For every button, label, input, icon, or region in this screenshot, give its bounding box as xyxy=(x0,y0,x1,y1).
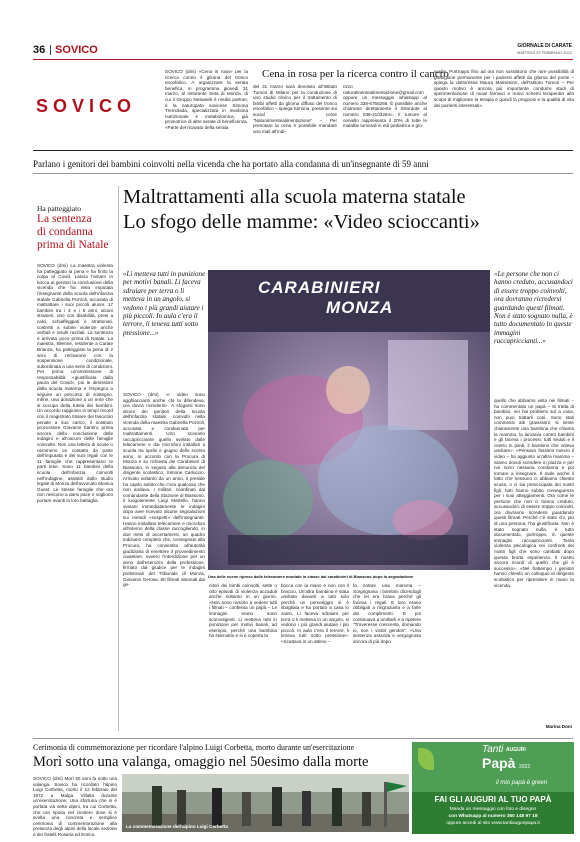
ad-brand-1: Tanti xyxy=(482,744,504,755)
top-story-col1: SOVICO (dmi) «Cena in rosa» per la ricerca contro il glioma del tronco encefalico. A organizzare la serata benefica, in programma giovedì 31 marzo, al ristorante Seta di Monza, di cui il Gruppo Nesweek è media partner, è la naturopata sovicese Simona Tremolada, specializzata in medicina nutrizionale e metabolomica, già promotrice di altre serate di beneficenza. «Parte del ricavato della serata xyxy=(165,69,248,130)
sidebar-body: SOVICO (dmi) La maestra violenta ha patteggiato la pena e ha finito la colpa al Covid. Lascia l'amaro in bocca ai genitori la conclusione della vicenda che ha visto imputata l'insegnante della scuola dell'infanzia statale Gabriella Pozzoli, accusata di maltrattare i suoi piccoli alunni. 17 bambini tra i 3 e i 5 anni, alcuni stranieri, uno con disabilità, presi a calci, schiaffeggiati e strattonati, costretti a subire violenze anche verbali e insulti razziali. La sentenza è arrivata poco prima di Natale. La maestra, 59enne, residente a Carate Brianza, ha patteggiato la pena di 2 anni di reclusione con la sospensione condizionale, subordinata a una serie di condizioni. Per prima un'ammissione di responsabilità «giustificata dalla paura del Covid», poi le dimissioni dalla scuola materna e l'impegno a seguire un percorso di sostegno. Infine, una donazione a un ente che si occupa della tutela dei bambini. Un accordo raggiunto in tempi record con il magistrato titolare del fascicolo penale a suo carico, il sostituto procuratore Giovanni Santini, prima ancora della conclusione delle indagini e all'oscuro delle famiglie coinvolte. Non una lettera di scuse o nemmeno un contatto da parte dell'imputata e dei suoi legali con le 11 famiglie che rappresentano le parti lese. Sono 11 bambini della scuola dell'infanzia coinvolti nell'indagine, assistiti dallo studio legale di Monza dell'avvocato Monica Guest. Le stesse famiglie che ora non riescono a darsi pace e vogliono portare avanti la loro battaglia. xyxy=(37,263,113,503)
top-story-col4: vanile. Purtroppo fino ad ora non sussistono che rare possibilità di guarigione permanente per i pazienti affetti da glioma del ponte – spiega la dottoressa Maura Massimino, dell'Istituto Tumori – Per questo motivo è ancora più importante condurre studi di sperimentazione di nuovi farmaci e nuovi schemi terapeutici allo scopo di migliorare la terapia e quindi la prognosi e la qualità di vita dei pazienti interessati». xyxy=(434,69,574,108)
top-story-headline: Cena in rosa per la ricerca contro il cancro xyxy=(262,68,449,80)
photo-caption: Una delle scene riprese dalle telecamere montate in classe dai carabinieri di Biassono dopo la segnalazione xyxy=(208,574,414,579)
ad-brand-year: 2022 xyxy=(519,764,531,770)
main-kicker: Parlano i genitori dei bambini coinvolti nella vicenda che ha portato alla condanna di un'insegnante di 59 anni xyxy=(33,159,429,169)
page-number: 36 xyxy=(33,44,46,56)
ad-cta[interactable]: FAI GLI AUGURI AL TUO PAPÀ xyxy=(434,795,552,804)
sidebar-title-line-1: La sentenza xyxy=(37,213,92,225)
pull-quote-left: «Li metteva tutti in punizione per motivi banali. Li faceva sdraiare per terra o li metteva in un angolo, si vedono i più grandi aiutare i più piccoli. In aula c'era il terrore, li teneva tutti sotto pressione...» xyxy=(123,270,206,337)
sidebar-box xyxy=(33,180,117,735)
photo-watermark-1: CARABINIERI xyxy=(258,278,381,297)
main-headline-line-2: Lo sfogo delle mamme: «Video scioccanti» xyxy=(123,211,480,233)
top-story-col3: rizzo naturalmentealimentazione@gmail.com oppure un messaggio whatsapp al numero 338-6755266. È possibile anche chiamare direttamente il ristorante al numero 039-2103264». Il tumore al cervello rappresenta il 20% di tutte le malattie tumorali in età pediatrica e gio- xyxy=(343,84,427,129)
pull-quote-right: «Le persone che non ci hanno creduto, accusandoci di essere troppo coinvolti, ora dovranno ricredersi guardando questi filmati. Non è stato sognato nulla, è tutto documentato in queste immagini raccapriccianti...» xyxy=(494,270,573,346)
kicker-rule xyxy=(33,173,573,174)
ad-info-3[interactable]: oppure accedi al sito www.tantiauguripapa.it xyxy=(446,821,540,826)
sidebar-kicker: Ha patteggiato xyxy=(37,204,81,213)
main-headline-line-1: Maltrattamenti alla scuola materna statale xyxy=(123,186,466,208)
ad-slogan: il mio papà è green xyxy=(496,780,548,786)
article-col-e: quello che abbiamo visto nei filmati – ha commentato un papà – Si tratta di bambini, nei hai problemi sul a casa, non puoi trattarli così. Sono stati commessi atti gravissimi: si sente chiaramente una bambina che chiama la mamma, la lanciava contro bambini e gli faceva i processi: tutti seduti e il centro in piedi, il bambino che voleva umiliare». «Pensavo fossimo menzo il video – ha aggiunto un'altra mamma – Siamo dovuti scendere in piazza e per noi sono nessuna condanna e poi tornare a insegnare. Il male anche il fatto che nessuno ci abbiamo chiesto scusa, o ci sia preoccupata dei nostri figli, tutti hanno subito conseguenze per i suoi atteggiamenti. Ora come le persone che non ci hanno creduto, accusandoci di essere troppo coinvolti, ora dovranno ricredersi guardando questi filmati. Perché c'è stato chi, più di una persona, l'ha giustificata. Non è stato sognato nulla, è tutto documentato, purtroppo, in queste immagini raccapriccianti. Tanta violenza psicologica nei confronti dei nostri figli che sono cambiati dopo questa brutta esperienza. Il nostro ancora ricordi di quello che gli è successo». «Nel frattempo i genitori hanno chiesto un colloquio al dirigente scolastico per riprendere in mano la vicenda. xyxy=(494,398,574,588)
ad-brand-2: AUGURI xyxy=(506,747,526,753)
article-col-b: nitori dei bimbi coinvolti, sette o otto episodi di violenza accaduti anche soltanto in un giorno. «Non sono riuscito a vedere tutti i filmati – confessa un papà – Le immagini erano sono sconvolgenti. Li metteva tutti in punizione per motivi banali, ad esempio, perché una bambina ha starnutito e si è coperta la xyxy=(209,583,277,639)
article-col-d: fa notare una mamma – Sorgrignava i bambini dicendogli che lei era brava perché gli faceva i regali. E loro erano obbligati a ringraziarla e a farle dei complimenti. E poi continuava a umiliarli e a ripetere "Troveresse crescente, domando io, non i vostri genitori". «Una sentenza assurda e vergognosa ancora di più dopo xyxy=(353,583,421,644)
main-photo xyxy=(208,270,490,570)
header-divider xyxy=(50,45,51,55)
ad-info-1: Manda un messaggio con foto e disegno xyxy=(449,807,537,812)
article-col-c: bocca con la mano e non con il braccio. Un'altra bambina è stata umiliata davanti a tutti solo perché un pomeriggio si è sbagliata e ha portato a casa lo zaino. Li faceva sdraiare per terra o li metteva in un angolo, si vedono i più grandi aiutare i più piccoli. In aula c'era il terrore, li teneva tutti sotto pressione». «Scattava in un attimo – xyxy=(281,583,349,644)
top-story-rule xyxy=(33,150,573,151)
issue-date: MARTEDÌ 22 FEBBRAIO 2022 xyxy=(517,50,572,55)
top-story-col2: del 31 marzo sarà devoluto all'Istituto Tumori di Milano per la conduzione di uno studio clinico per il trattamento di bimbi affetti da glioma diffuso del tronco encefalico – spiega Simona, presente sui social come "Naturalmentealimentazione" – Per prenotare la cena è possibile mandare una mail all'indi- xyxy=(253,84,337,134)
main-bottom-rule xyxy=(33,738,573,739)
sidebar-divider xyxy=(118,186,119,731)
section-label: SOVICO xyxy=(55,44,98,56)
ad-brand-3: Papà xyxy=(482,755,516,771)
page-header xyxy=(0,42,580,58)
bottom-photo xyxy=(122,774,409,832)
section-big-title: SOVICO xyxy=(36,96,137,116)
ad-box[interactable] xyxy=(412,742,574,834)
ad-info-2: con Whatsapp al numero 350 148 97 18 xyxy=(448,814,538,819)
bottom-kicker: Cerimonia di commemorazione per ricordare l'alpino Luigi Corbetta, morto durante un'esercitazione xyxy=(33,743,355,752)
bottom-text: SOVICO (dmi) Morì 50 anni fa sotto una valanga. Sovico ha ricordato l'alpino Luigi Corbetta, morto il 12 febbraio del 1972 a Malga Villalta durante un'esercitazione. Una sfortuna che si è portata via sette alpini, tra cui Corbetta, che ora riposa nel cimitero dove si è svolta una concreta e semplice cerimonia di commemorazione alla presenza degli alpini della locale sezione e dei fratelli Rosaria ed Enrico. xyxy=(33,776,117,837)
photo-watermark-2: MONZA xyxy=(326,298,394,317)
article-col-a: SOVICO (dmi) «I video sono agghiaccianti anche chi la difendeva, ora dovrà ricredersi». A sfogarsi sono alcuni dei genitori della scuola dell'infanzia statale, coinvolti nella vicenda della maestra Gabriella Pozzoli, accusata e condannata per maltrattamenti. Uno scenario raccapricciante quello svelato dalle telecamere e dai microfoni installati a scuola tra aprile e giugno dello scorso anno, in accordo con la Procura di Monza e su richiesta dei Carabinieri di Biassono, in seguito alla denuncia del dirigente scolastico, Simone Carluccio. Arrivato soltanto da un anno, il preside ha capito subito che c'era qualcosa che non andava. I militari, coordinati dal comandante della Stazione di Biassono, il luogotenente Luigi Martello, hanno avviato immediatamente le indagini dopo aver ricevuto alcune segnalazioni sui metodi «sospetti» dell'insegnante. Hanno installato telecamere e microfoni all'interno della classe raccogliendo, in due mesi di accertamenti, un quadro indiziario completo che, consegnato alla Procura, ha consentito all'autorità giudiziaria di emettere il provvedimento cautelare, ovvero l'interdizione per un anno dall'esercizio della professione, firmato dal giudice per le indagini preliminari del Tribunale di Monza, Giovanni Gerosa. 80 filmati visionati dai ge- xyxy=(123,392,205,588)
sidebar-title-line-3: prima di Natale xyxy=(37,239,109,251)
bottom-photo-caption: La commemorazione dell'alpino Luigi Corbetta xyxy=(126,824,228,829)
paper-name: GIORNALE DI CARATE xyxy=(517,43,572,49)
bottom-headline: Morì sotto una valanga, omaggio nel 50esimo dalla morte xyxy=(33,754,369,770)
header-rule xyxy=(33,59,573,60)
article-byline: Marina Doni xyxy=(545,724,572,729)
sidebar-title-line-2: di condanna xyxy=(37,226,93,238)
